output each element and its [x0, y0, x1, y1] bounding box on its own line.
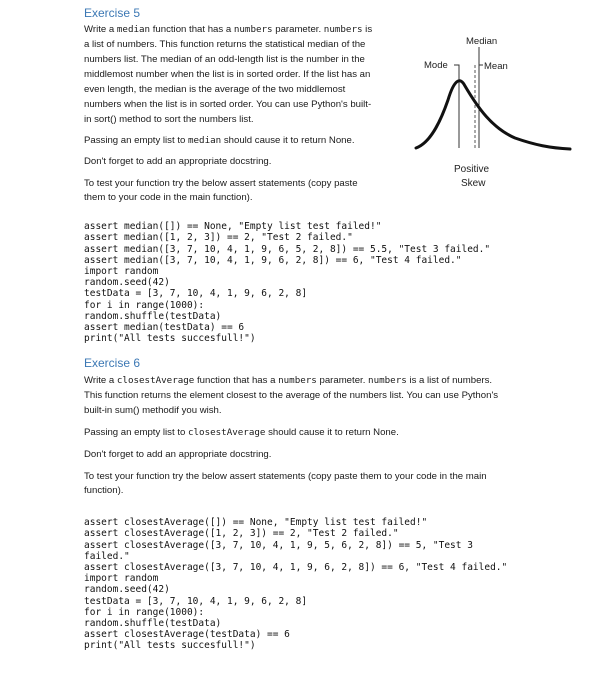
code-line: random.seed(42) [84, 584, 170, 596]
code-term: closestAverage [116, 375, 195, 386]
code-line: for i in range(1000): [84, 299, 205, 311]
median-label: Median [466, 36, 498, 47]
intro-line [84, 22, 414, 37]
text-run: function that has a [150, 24, 234, 35]
mode-line [454, 65, 459, 148]
code-line: import random [84, 266, 159, 278]
text-run: Write a [84, 375, 117, 386]
code-line: assert closestAverage([3, 7, 10, 4, 1, 9, 6, 2, 8]) == 6, "Test 4 failed." [84, 562, 508, 574]
exercise-5-code-block [84, 210, 490, 344]
positive-skew-diagram [410, 28, 580, 198]
code-line: testData = [3, 7, 10, 4, 1, 9, 6, 2, 8] [84, 288, 308, 300]
code-term: median [116, 24, 151, 35]
intro-line: even length, the median is the average of the two middlemost [84, 84, 346, 95]
intro-line: in sort() method to sort the numbers list. [84, 114, 254, 125]
text-run: Write a [84, 24, 117, 35]
intro-line: middlemost number when the list is in sorted order. If the list has an [84, 69, 371, 80]
exercise-5-intro [84, 22, 414, 127]
exercise-6-title: Exercise 6 [84, 356, 141, 370]
code-line: random.seed(42) [84, 277, 170, 289]
text-run: should cause it to return None. [221, 135, 355, 146]
intro-line: a list of numbers. This function returns the statistical median of the [84, 39, 366, 50]
code-line: assert closestAverage([1, 2, 3]) == 2, "Test 2 failed." [84, 528, 399, 540]
text-run: Passing an empty list to [84, 427, 188, 438]
caption-skew: Skew [461, 178, 486, 189]
text-run: Passing an empty list to [84, 135, 188, 146]
code-line: assert median([3, 7, 10, 4, 1, 9, 6, 2, 8]) == 6, "Test 4 failed." [84, 254, 462, 266]
text-run: parameter. [272, 24, 324, 35]
code-line: import random [84, 573, 159, 585]
code-line: assert closestAverage(testData) == 6 [84, 629, 290, 641]
code-line: assert median([1, 2, 3]) == 2, "Test 2 failed." [84, 232, 353, 244]
code-line: assert median([3, 7, 10, 4, 1, 9, 6, 5, 2, 8]) == 5.5, "Test 3 failed." [84, 243, 491, 255]
code-line: print("All tests succesfull!") [84, 640, 256, 652]
exercise-5-title: Exercise 5 [84, 6, 141, 20]
exercise-5-test-note [84, 177, 358, 205]
code-term: numbers [233, 24, 273, 35]
test-note-line: To test your function try the below assert statements (copy paste [84, 178, 358, 189]
exercise-6-empty-note [84, 425, 399, 440]
code-line: assert closestAverage([]) == None, "Empty list test failed!" [84, 517, 428, 529]
test-note-line: To test your function try the below assert statements (copy paste them to your code in the main [84, 471, 487, 482]
code-term: numbers [368, 375, 407, 386]
exercise-5-docstring-note: Don't forget to add an appropriate docstring. [84, 156, 272, 167]
exercise-6-docstring-note: Don't forget to add an appropriate docstring. [84, 449, 272, 460]
test-note-line: function). [84, 485, 124, 496]
mean-label: Mean [484, 61, 508, 72]
exercise-5-empty-note [84, 133, 355, 148]
test-note-line: them to your code in the main function). [84, 192, 253, 203]
intro-line: numbers when the list is in sorted order. You can use Python's built- [84, 99, 372, 110]
caption-positive: Positive [454, 164, 490, 175]
intro-line: numbers list. The median of an odd-length list is the number in the [84, 54, 365, 65]
mode-label: Mode [424, 60, 448, 71]
code-line: assert median([]) == None, "Empty list test failed!" [84, 221, 382, 233]
code-line: random.shuffle(testData) [84, 618, 222, 630]
text-run: is a list of numbers. [406, 375, 493, 386]
code-line: testData = [3, 7, 10, 4, 1, 9, 6, 2, 8] [84, 595, 308, 607]
code-term: numbers [323, 24, 363, 35]
code-line: print("All tests succesfull!") [84, 333, 256, 345]
code-line: for i in range(1000): [84, 606, 205, 618]
code-line: assert closestAverage([3, 7, 10, 4, 1, 9, 5, 6, 2, 8]) == 5, "Test 3 [84, 539, 473, 551]
text-run: parameter. [316, 375, 369, 386]
skew-curve [416, 81, 570, 149]
code-term: numbers [278, 375, 317, 386]
code-line: failed." [84, 550, 130, 562]
intro-line [84, 373, 584, 388]
code-term: closestAverage [187, 427, 266, 438]
intro-line: built-in sum() methodif you wish. [84, 405, 222, 416]
text-run: should cause it to return None. [265, 427, 399, 438]
code-line: assert median(testData) == 6 [84, 322, 245, 334]
exercise-6-test-note [84, 470, 487, 498]
intro-line: This function returns the element closest to the average of the numbers list. You can use Python's [84, 390, 499, 401]
exercise-6-code-block [84, 506, 507, 652]
text-run: function that has a [194, 375, 279, 386]
text-run: is [362, 24, 373, 35]
code-line: random.shuffle(testData) [84, 310, 222, 322]
exercise-6-intro [84, 373, 584, 418]
code-term: median [187, 135, 222, 146]
